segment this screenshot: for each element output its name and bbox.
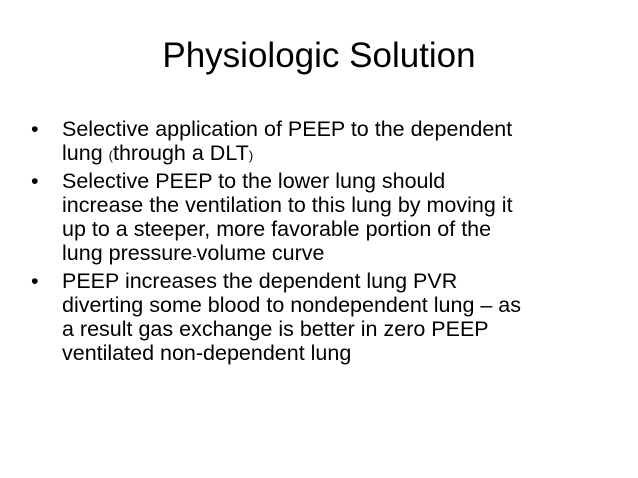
bullet-marker: •: [31, 169, 39, 193]
bullet-text-line: up to a steeper, more favorable portion of the: [62, 217, 492, 241]
bullet-list: [31, 117, 611, 366]
bullet-item-1: [31, 117, 611, 168]
bullet-text-line: Selective application of PEEP to the dependent: [62, 117, 513, 141]
bullet-text-line: [62, 141, 611, 168]
bullet-text-line: ventilated non-dependent lung: [62, 341, 352, 365]
text-segment: lung pressure: [62, 241, 193, 265]
small-paren-open: (: [108, 148, 113, 163]
bullet-text-line: a result gas exchange is better in zero PEEP: [62, 317, 489, 341]
slide-title: Physiologic Solution: [162, 36, 476, 75]
text-segment: through a DLT: [112, 141, 249, 165]
small-dash: -: [192, 248, 197, 263]
text-segment: lung: [62, 141, 109, 165]
bullet-text-line: PEEP increases the dependent lung PVR: [62, 269, 458, 293]
text-segment: volume curve: [196, 241, 325, 265]
bullet-marker: •: [31, 269, 39, 293]
bullet-text-line: increase the ventilation to this lung by moving it: [62, 193, 513, 217]
bullet-text-line: [62, 241, 611, 268]
small-paren-close: ): [248, 148, 254, 163]
bullet-item-2: [31, 169, 611, 268]
bullet-marker: •: [31, 117, 39, 141]
bullet-text-line: diverting some blood to nondependent lung – as: [62, 293, 522, 317]
bullet-item-3: [31, 269, 611, 365]
bullet-text-line: Selective PEEP to the lower lung should: [62, 169, 446, 193]
